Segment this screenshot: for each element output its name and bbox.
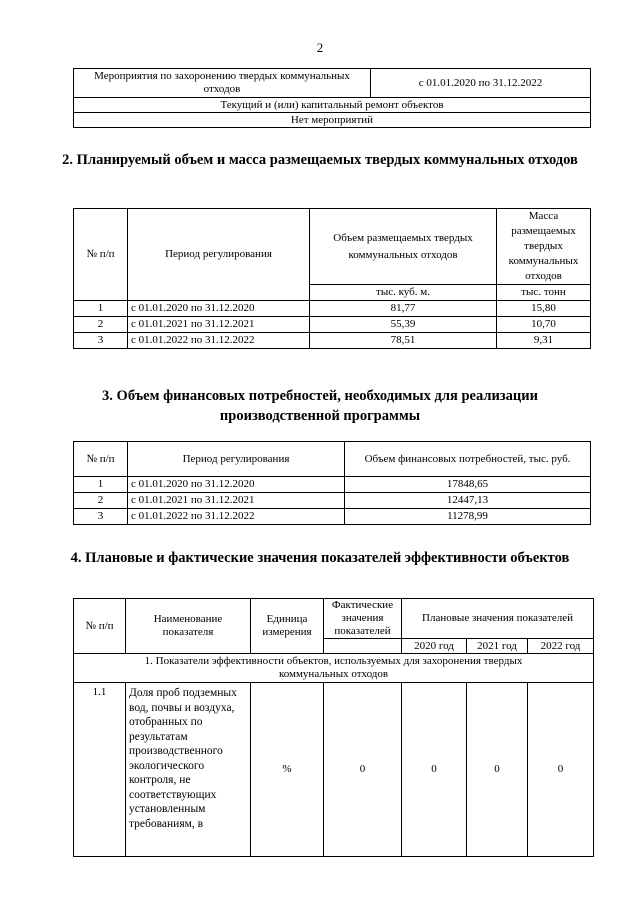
table-row [74,113,591,128]
row-volume: 55,39 [310,317,497,333]
table-row [74,301,591,317]
col-unit-header: Единица измерения [251,599,324,654]
col-actual-header-cont [324,639,402,654]
row-num: 3 [74,509,128,525]
table-row [74,333,591,349]
volume-unit: тыс. куб. м. [310,285,497,301]
row-volume: 81,77 [310,301,497,317]
section-3-heading: 3. Объем финансовых потребностей, необходимых для реализации производственной программы [102,388,538,424]
table-row [74,493,591,509]
table-row [74,69,591,98]
row-2020: 0 [402,683,467,857]
col-num-header: № п/п [74,209,128,301]
table-row [74,683,594,857]
efficiency-indicators-table [73,598,594,857]
measures-table [73,68,591,128]
section-4-heading: 4. Плановые и фактические значения показателей эффективности объектов [70,550,570,566]
section-2-heading: 2. Планируемый объем и масса размещаемых твердых коммунальных отходов [62,152,578,168]
row-num: 1 [74,477,128,493]
row-num: 3 [74,333,128,349]
row-num: 1.1 [74,683,126,857]
row-amount: 11278,99 [345,509,591,525]
col-period-header: Период регулирования [128,209,310,301]
row-mass: 15,80 [497,301,591,317]
page-number: 2 [316,40,324,55]
col-name-header: Наименование показателя [126,599,251,654]
table-row [74,477,591,493]
col-mass-header: Масса размещаемых твердых коммунальных отходов [497,209,591,285]
row-amount: 17848,65 [345,477,591,493]
row-amount: 12447,13 [345,493,591,509]
row-period: с 01.01.2021 по 31.12.2021 [128,317,310,333]
col-2021-header: 2021 год [467,639,528,654]
row-period: с 01.01.2022 по 31.12.2022 [128,509,345,525]
col-planned-header: Плановые значения показателей [402,599,594,639]
col-amount-header: Объем финансовых потребностей, тыс. руб. [345,442,591,477]
table-header-row [74,442,591,477]
col-2020-header: 2020 год [402,639,467,654]
col-2022-header: 2022 год [528,639,594,654]
row-volume: 78,51 [310,333,497,349]
row-indicator-name: Доля проб подземных вод, почвы и воздуха, отобранных по результатам производственного экологического контроля, не соответствующих установленным требованиям, в [126,683,251,857]
col-num-header: № п/п [74,442,128,477]
row-mass: 10,70 [497,317,591,333]
col-volume-header: Объем размещаемых твердых коммунальных отходов [310,209,497,285]
row-2022: 0 [528,683,594,857]
table-row [74,509,591,525]
row-num: 2 [74,317,128,333]
mass-unit: тыс. тонн [497,285,591,301]
indicator-group-title: 1. Показатели эффективности объектов, используемых для захоронения твердых коммунальных отходов [74,654,594,683]
measure-none: Нет мероприятий [74,113,591,128]
measure-period: с 01.01.2020 по 31.12.2022 [371,69,591,98]
row-period: с 01.01.2020 по 31.12.2020 [128,301,310,317]
financial-needs-table [73,441,591,525]
row-period: с 01.01.2021 по 31.12.2021 [128,493,345,509]
col-num-header: № п/п [74,599,126,654]
measure-name: Мероприятия по захоронению твердых коммунальных отходов [74,69,371,98]
table-row [74,98,591,113]
row-actual: 0 [324,683,402,857]
col-period-header: Период регулирования [128,442,345,477]
waste-volume-table [73,208,591,349]
row-2021: 0 [467,683,528,857]
row-num: 1 [74,301,128,317]
row-period: с 01.01.2020 по 31.12.2020 [128,477,345,493]
row-period: с 01.01.2022 по 31.12.2022 [128,333,310,349]
table-row [74,317,591,333]
row-mass: 9,31 [497,333,591,349]
col-actual-header: Фактические значения показателей [324,599,402,639]
table-header-row [74,599,594,639]
row-unit: % [251,683,324,857]
row-num: 2 [74,493,128,509]
measure-subheading: Текущий и (или) капитальный ремонт объектов [74,98,591,113]
table-group-row [74,654,594,683]
table-header-row [74,209,591,285]
